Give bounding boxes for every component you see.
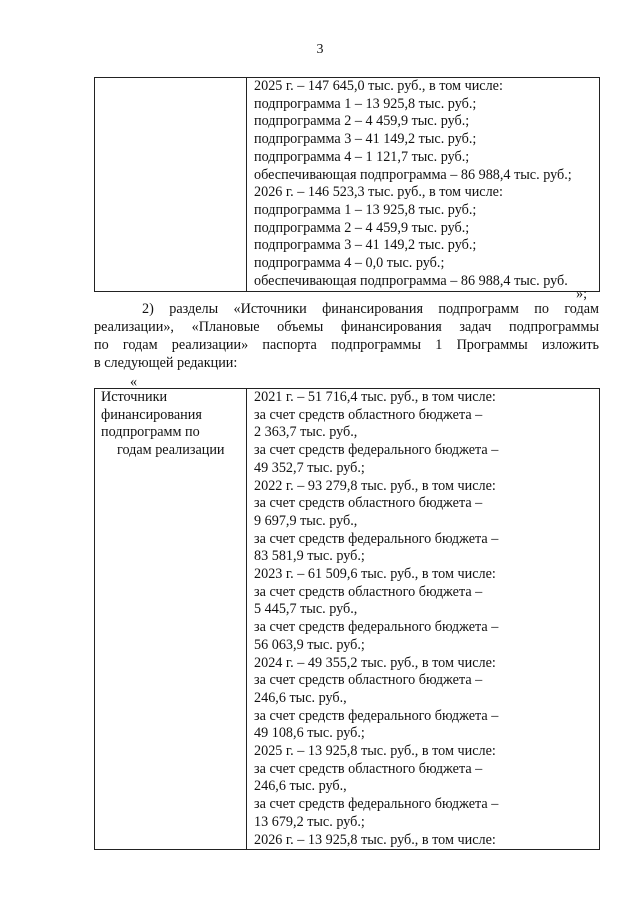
value-line: 246,6 тыс. руб., — [254, 778, 347, 795]
label-line: годам реализации — [117, 442, 225, 459]
label-line: финансирования — [101, 406, 202, 423]
paragraph-line: реализации», «Плановые объемы финансирования задач подпрограммы — [94, 318, 599, 335]
value-line: подпрограмма 3 – 41 149,2 тыс. руб.; — [254, 237, 477, 254]
value-line: 49 108,6 тыс. руб.; — [254, 725, 365, 742]
value-line: 13 679,2 тыс. руб.; — [254, 813, 365, 830]
value-line: подпрограмма 1 – 13 925,8 тыс. руб.; — [254, 95, 477, 112]
funding-table-continued — [94, 77, 600, 292]
value-line: за счет средств областного бюджета – — [254, 583, 483, 600]
value-line: 83 581,9 тыс. руб.; — [254, 548, 365, 565]
value-line: подпрограмма 4 – 0,0 тыс. руб.; — [254, 255, 445, 272]
value-line: 9 697,9 тыс. руб., — [254, 512, 358, 529]
value-line: за счет средств федерального бюджета – — [254, 442, 499, 459]
funding-sources-table — [94, 388, 600, 850]
value-line: за счет средств областного бюджета – — [254, 672, 483, 689]
value-cell — [247, 78, 600, 292]
value-line: подпрограмма 3 – 41 149,2 тыс. руб.; — [254, 131, 477, 148]
value-line: 2026 г. – 13 925,8 тыс. руб., в том числе: — [254, 831, 496, 848]
opening-quote: « — [130, 374, 138, 390]
value-line: 2025 г. – 13 925,8 тыс. руб., в том числе: — [254, 743, 496, 760]
value-line: 2 363,7 тыс. руб., — [254, 424, 358, 441]
value-line: 56 063,9 тыс. руб.; — [254, 636, 365, 653]
value-line: 246,6 тыс. руб., — [254, 689, 347, 706]
value-line: подпрограмма 2 – 4 459,9 тыс. руб.; — [254, 219, 470, 236]
value-line: подпрограмма 4 – 1 121,7 тыс. руб.; — [254, 148, 470, 165]
value-line: за счет средств федерального бюджета – — [254, 707, 499, 724]
value-cell — [247, 389, 600, 850]
page-number: 3 — [316, 42, 324, 57]
closing-quote: »; — [576, 286, 588, 302]
value-line: 2025 г. – 147 645,0 тыс. руб., в том числе: — [254, 78, 503, 94]
value-line: подпрограмма 2 – 4 459,9 тыс. руб.; — [254, 113, 470, 130]
value-line: 49 352,7 тыс. руб.; — [254, 459, 365, 476]
paragraph-line: в следующей редакции: — [94, 354, 238, 371]
table-row — [95, 78, 600, 292]
value-line: обеспечивающая подпрограмма – 86 988,4 тыс. руб.; — [254, 166, 572, 183]
value-line: 2022 г. – 93 279,8 тыс. руб., в том числе: — [254, 477, 496, 494]
value-line: за счет средств федерального бюджета – — [254, 530, 499, 547]
value-line: за счет средств областного бюджета – — [254, 495, 483, 512]
value-line: за счет средств областного бюджета – — [254, 406, 483, 423]
value-line: 2021 г. – 51 716,4 тыс. руб., в том числе: — [254, 389, 496, 405]
label-cell-empty — [95, 78, 247, 292]
value-line: 2024 г. – 49 355,2 тыс. руб., в том числе: — [254, 654, 496, 671]
label-line: Источники — [101, 389, 168, 405]
paragraph-2 — [94, 301, 599, 373]
value-line: 5 445,7 тыс. руб., — [254, 601, 358, 618]
value-line: за счет средств федерального бюджета – — [254, 619, 499, 636]
value-line: обеспечивающая подпрограмма – 86 988,4 тыс. руб. — [254, 272, 568, 289]
value-line: за счет средств областного бюджета – — [254, 760, 483, 777]
value-line: за счет средств федерального бюджета – — [254, 796, 499, 813]
paragraph-line: 2) разделы «Источники финансирования подпрограмм по годам — [142, 301, 599, 317]
table-row — [95, 389, 600, 850]
label-cell — [95, 389, 247, 850]
paragraph-line: по годам реализации» паспорта подпрограммы 1 Программы изложить — [94, 336, 599, 353]
value-line: 2026 г. – 146 523,3 тыс. руб., в том числе: — [254, 184, 503, 201]
value-line: 2023 г. – 61 509,6 тыс. руб., в том числе: — [254, 566, 496, 583]
label-line: подпрограмм по — [101, 424, 200, 441]
value-line: подпрограмма 1 – 13 925,8 тыс. руб.; — [254, 201, 477, 218]
